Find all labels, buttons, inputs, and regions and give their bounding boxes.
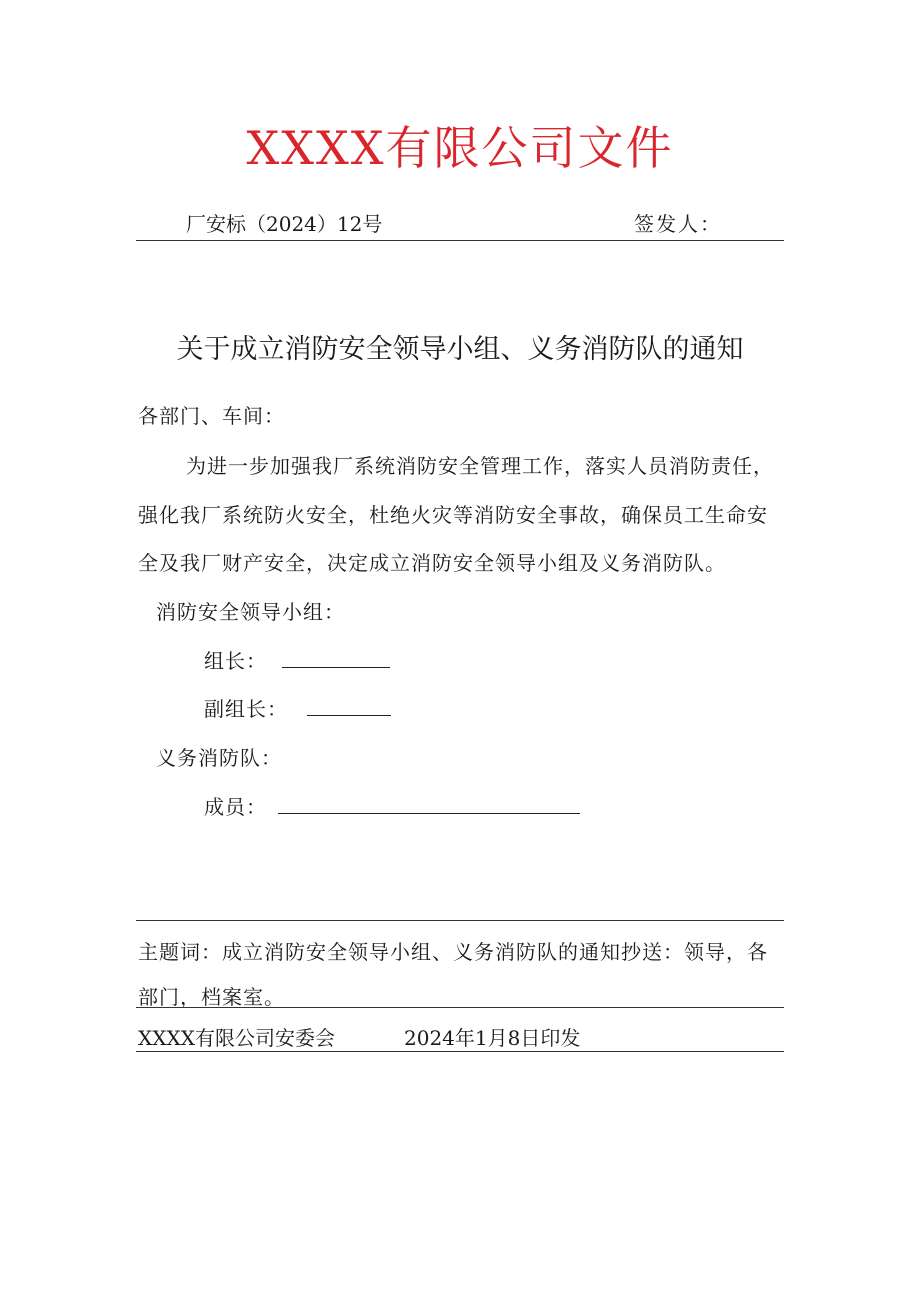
members-label: 成员： xyxy=(204,795,267,819)
deputy-leader-row xyxy=(204,695,391,723)
salutation: 各部门、车间： xyxy=(138,404,285,428)
deputy-leader-label: 副组长： xyxy=(204,697,288,721)
leader-label: 组长： xyxy=(204,649,267,673)
header-divider xyxy=(136,240,784,241)
paragraph-line-2: 强化我厂系统防火安全，杜绝火灾等消防安全事故，确保员工生命安 xyxy=(138,503,768,527)
reference-number: 厂安标（2024）12号 xyxy=(186,212,383,236)
members-blank-line xyxy=(278,793,580,814)
leadership-group-label: 消防安全领导小组： xyxy=(156,600,345,624)
footer-divider-bottom xyxy=(136,1051,784,1052)
footer-divider-middle xyxy=(136,1007,784,1008)
keywords-line-1: 主题词：成立消防安全领导小组、义务消防队的通知抄送：领导，各 xyxy=(138,940,768,964)
footer-divider-top xyxy=(136,920,784,921)
members-row xyxy=(204,793,580,821)
leader-row xyxy=(204,647,390,675)
paragraph-line-3: 全及我厂财产安全，决定成立消防安全领导小组及义务消防队。 xyxy=(138,551,726,575)
signer-label: 签发人： xyxy=(634,212,722,236)
notice-subject: 关于成立消防安全领导小组、义务消防队的通知 xyxy=(176,334,744,365)
volunteer-team-label: 义务消防队： xyxy=(156,746,282,770)
deputy-leader-blank-line xyxy=(307,695,391,716)
issue-date: 2024年1月8日印发 xyxy=(404,1026,581,1050)
issuer: XXXX有限公司安委会 xyxy=(138,1026,335,1050)
paragraph-line-1: 为进一步加强我厂系统消防安全管理工作，落实人员消防责任， xyxy=(186,454,774,478)
keywords-line-2: 部门，档案室。 xyxy=(138,985,285,1009)
leader-blank-line xyxy=(282,647,390,668)
document-title: XXXX有限公司文件 xyxy=(246,121,674,175)
